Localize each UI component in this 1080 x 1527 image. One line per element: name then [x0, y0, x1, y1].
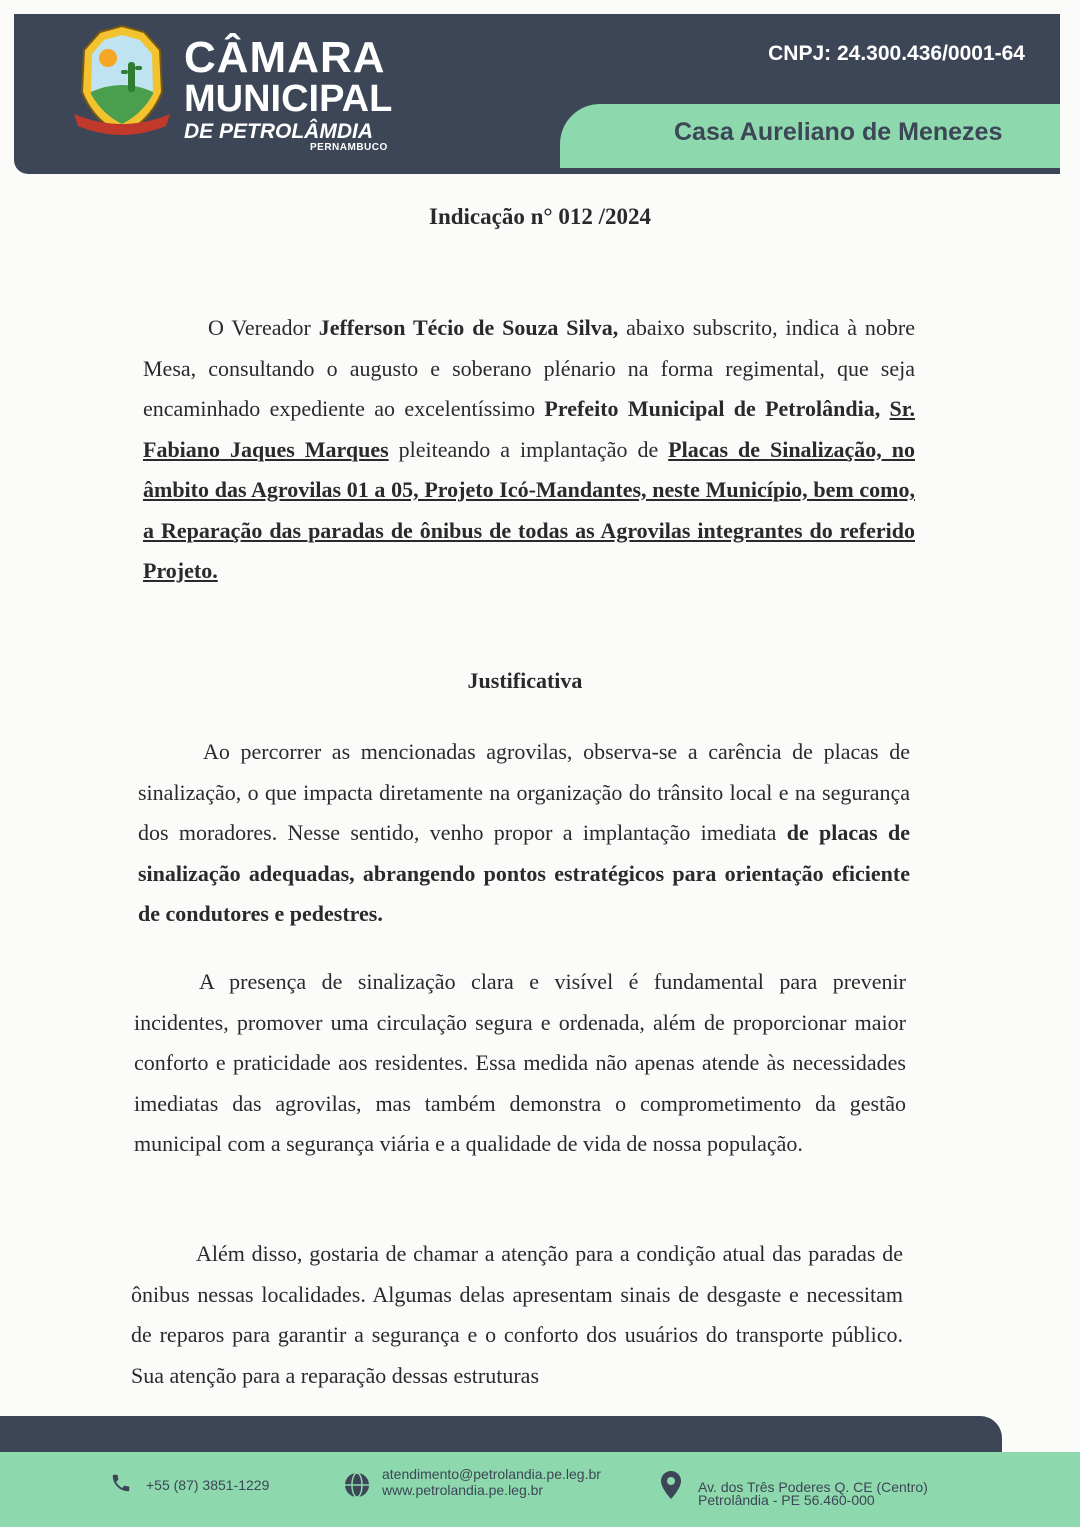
house-name: Casa Aureliano de Menezes	[674, 118, 1003, 146]
footer-address-line2: Petrolândia - PE 56.460-000	[698, 1492, 875, 1508]
footer-website: www.petrolandia.pe.leg.br	[382, 1482, 544, 1498]
org-name-line3: DE PETROLÂMDIA	[184, 120, 373, 143]
justification-paragraph-1	[138, 732, 910, 935]
p2-text-1: Ao percorrer as mencionadas agrovilas, observa-se a carência de placas de sinalização, o que impacta diretamente na organização do trânsito local e na segurança dos moradores. Nesse sentido, venho propor a implantação imediata	[138, 739, 910, 845]
justification-paragraph-3: Além disso, gostaria de chamar a atenção para a condição atual das paradas de ônibus nessas localidades. Algumas delas apresentam sinais de desgaste e necessitam de reparos para garantir a segurança e o conforto dos usuários do transporte público. Sua atenção para a reparação dessas estruturas	[131, 1241, 903, 1388]
indication-paragraph	[143, 308, 915, 592]
p1-text-4: pleiteando a implantação de	[388, 436, 669, 462]
justification-heading: Justificativa	[467, 668, 583, 693]
organization-name	[184, 33, 393, 153]
p1-text-1: O Vereador	[208, 315, 319, 340]
justification-paragraph-2: A presença de sinalização clara e visível é fundamental para prevenir incidentes, promover uma circulação segura e ordenada, além de proporcionar maior conforto e praticidade aos residentes. Essa medida não apenas atende às necessidades imediatas das agrovilas, mas também demonstra o comprometimento da gestão municipal com a segurança viária e a qualidade de vida de nossa população.	[134, 969, 906, 1156]
location-pin-icon	[660, 1470, 682, 1500]
councilor-name: Jefferson Técio de Souza Silva,	[318, 315, 619, 340]
org-name-line1: CÂMARA	[184, 33, 386, 82]
globe-email-icon	[344, 1472, 370, 1498]
municipal-seal-logo	[70, 22, 174, 142]
request-summary: Placas de Sinalização, no âmbito das Agrovilas 01 a 05, Projeto Icó-Mandantes, neste Município, bem como, a Reparação das paradas de ônibus de todas as Agrovilas integrantes do referido Projeto.	[143, 436, 916, 583]
p1-text-2: abaixo subscrito, indica à nobre Mesa, consultando o augusto e soberano plénario na forma regimental, que seja encaminhado expediente ao excelentíssimo	[143, 315, 915, 421]
mayor-name: Sr. Fabiano Jaques Marques	[143, 396, 916, 462]
footer-address-line1: Av. dos Três Poderes Q. CE (Centro)	[698, 1479, 928, 1495]
org-name-line2: MUNICIPAL	[184, 78, 393, 120]
footer-phone: +55 (87) 3851-1229	[146, 1477, 270, 1493]
footer-email: atendimento@petrolandia.pe.leg.br	[382, 1466, 601, 1482]
org-state: PERNAMBUCO	[310, 142, 388, 153]
footer-banner	[0, 1416, 1002, 1452]
p2-bold-text: de placas de sinalização adequadas, abrangendo pontos estratégicos para orientação eficiente de condutores e pedestres.	[138, 820, 910, 926]
p1-text-3	[880, 396, 889, 421]
document-title: Indicação n° 012 /2024	[429, 204, 651, 229]
phone-icon	[110, 1472, 132, 1494]
mayor-title: Prefeito Municipal de Petrolândia,	[544, 396, 881, 421]
cnpj-number: CNPJ: 24.300.436/0001-64	[768, 42, 1025, 65]
